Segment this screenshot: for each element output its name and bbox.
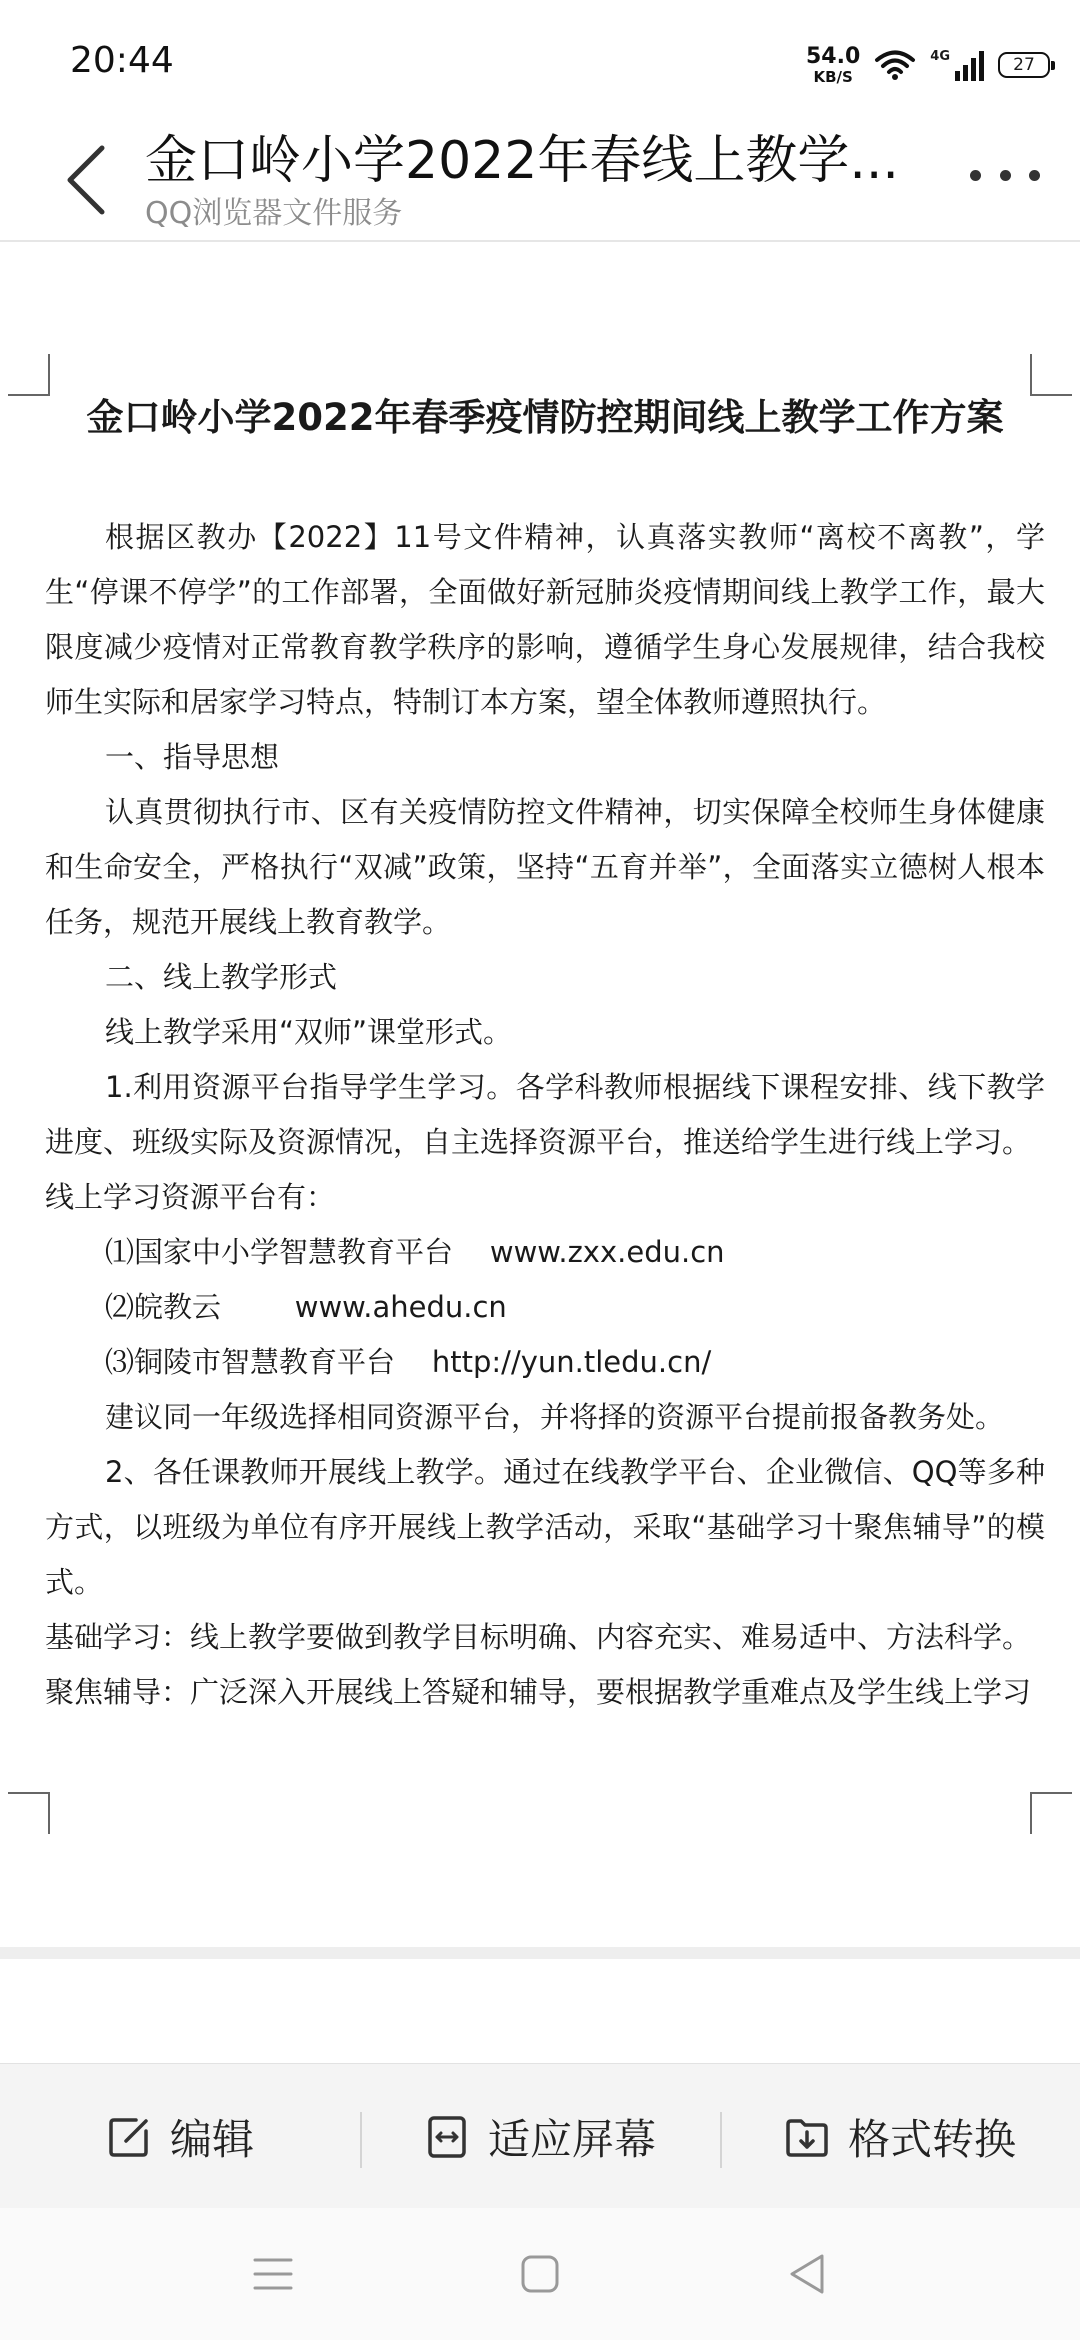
home-square-icon	[520, 2254, 560, 2294]
edit-label: 编辑	[169, 2114, 254, 2164]
paragraph: 聚焦辅导：广泛深入开展线上答疑和辅导，要根据教学重难点及学生线上学习	[45, 1674, 1032, 1709]
crop-mark	[1030, 1792, 1072, 1834]
paragraph: 认真贯彻执行市、区有关疫情防控文件精神，切实保障全校师生身体健康和生命安全，严格执行“双减”政策，坚持“五育并举”，全面落实立德树人根本任务，规范开展线上教育教学。	[45, 794, 1045, 939]
edit-icon	[106, 2114, 152, 2160]
more-options-button[interactable]	[970, 160, 1040, 190]
battery-level: 27	[1013, 55, 1035, 75]
status-icons	[806, 40, 1050, 90]
edit-button[interactable]	[0, 2064, 360, 2209]
cellular-signal-icon	[930, 49, 984, 81]
status-bar	[0, 0, 1080, 120]
crop-mark	[1030, 354, 1072, 396]
app-header	[0, 110, 1080, 242]
back-button[interactable]	[50, 128, 130, 228]
fit-screen-label: 适应屏幕	[487, 2114, 656, 2164]
more-dots-icon	[970, 170, 981, 181]
page-separator	[0, 1947, 1080, 1959]
network-type: 4G	[930, 49, 950, 64]
platform-list-item: ⑴国家中小学智慧教育平台 www.zxx.edu.cn	[105, 1234, 725, 1269]
format-convert-label: 格式转换	[847, 2114, 1016, 2164]
more-dots-icon	[1029, 170, 1040, 181]
document-content	[45, 392, 1045, 1720]
document-title: 金口岭小学2022年春季疫情防控期间线上教学工作方案	[86, 396, 1004, 439]
platform-list-item: ⑶铜陵市智慧教育平台 http://yun.tledu.cn/	[105, 1344, 712, 1379]
network-speed-value: 54.0	[806, 43, 861, 69]
section-heading: 二、线上教学形式	[105, 959, 338, 994]
platform-list-item: ⑵皖教云 www.ahedu.cn	[105, 1289, 507, 1324]
paragraph-intro: 根据区教办【2022】11号文件精神，认真落实教师“离校不离教”，学生“停课不停学”的工作部署，全面做好新冠肺炎疫情期间线上教学工作，最大限度减少疫情对正常教育教学秩序的影响，遵循学生身心发展规律，结合我校师生实际和居家学习特点，特制订本方案，望全体教师遵照执行。	[45, 519, 1045, 719]
fit-screen-icon	[424, 2114, 470, 2160]
signal-bar	[971, 58, 976, 81]
network-speed-unit: KB/S	[813, 67, 853, 86]
menu-icon	[253, 2257, 293, 2291]
recent-apps-button[interactable]	[243, 2244, 303, 2304]
chevron-left-icon	[50, 128, 130, 228]
signal-bar	[955, 71, 960, 81]
folder-download-icon	[784, 2114, 830, 2160]
crop-mark	[8, 354, 50, 396]
paragraph: 线上教学采用“双师”课堂形式。	[105, 1014, 513, 1049]
battery-icon	[998, 52, 1050, 78]
paragraph: 基础学习：线上教学要做到教学目标明确、内容充实、难易适中、方法科学。	[45, 1619, 1032, 1654]
bottom-toolbar	[0, 2063, 1080, 2209]
page-title: 金口岭小学2022年春线上教学...	[145, 131, 899, 191]
crop-mark	[8, 1792, 50, 1834]
signal-bar	[979, 51, 984, 81]
fit-screen-button[interactable]	[360, 2064, 720, 2209]
wifi-icon	[874, 49, 916, 81]
network-speed	[806, 43, 861, 86]
page-subtitle: QQ浏览器文件服务	[145, 196, 403, 231]
signal-bar	[963, 65, 968, 81]
more-dots-icon	[1000, 170, 1011, 181]
paragraph: 2、各任课教师开展线上教学。通过在线教学平台、企业微信、QQ等多种方式，以班级为单位有序开展线上教学活动，采取“基础学习十聚焦辅导”的模式。	[45, 1454, 1045, 1599]
paragraph: 建议同一年级选择相同资源平台，并将择的资源平台提前报备教务处。	[105, 1399, 1005, 1434]
document-viewer[interactable]	[0, 242, 1080, 1947]
paragraph: 1.利用资源平台指导学生学习。各学科教师根据线下课程安排、线下教学进度、班级实际及资源情况，自主选择资源平台，推送给学生进行线上学习。	[45, 1069, 1045, 1159]
section-heading: 一、指导思想	[105, 739, 280, 774]
status-time: 20:44	[70, 40, 174, 81]
system-back-button[interactable]	[777, 2244, 837, 2304]
format-convert-button[interactable]	[720, 2064, 1080, 2209]
paragraph: 线上学习资源平台有：	[45, 1179, 336, 1214]
back-triangle-icon	[787, 2252, 827, 2296]
system-nav-bar	[0, 2208, 1080, 2340]
home-button[interactable]	[510, 2244, 570, 2304]
